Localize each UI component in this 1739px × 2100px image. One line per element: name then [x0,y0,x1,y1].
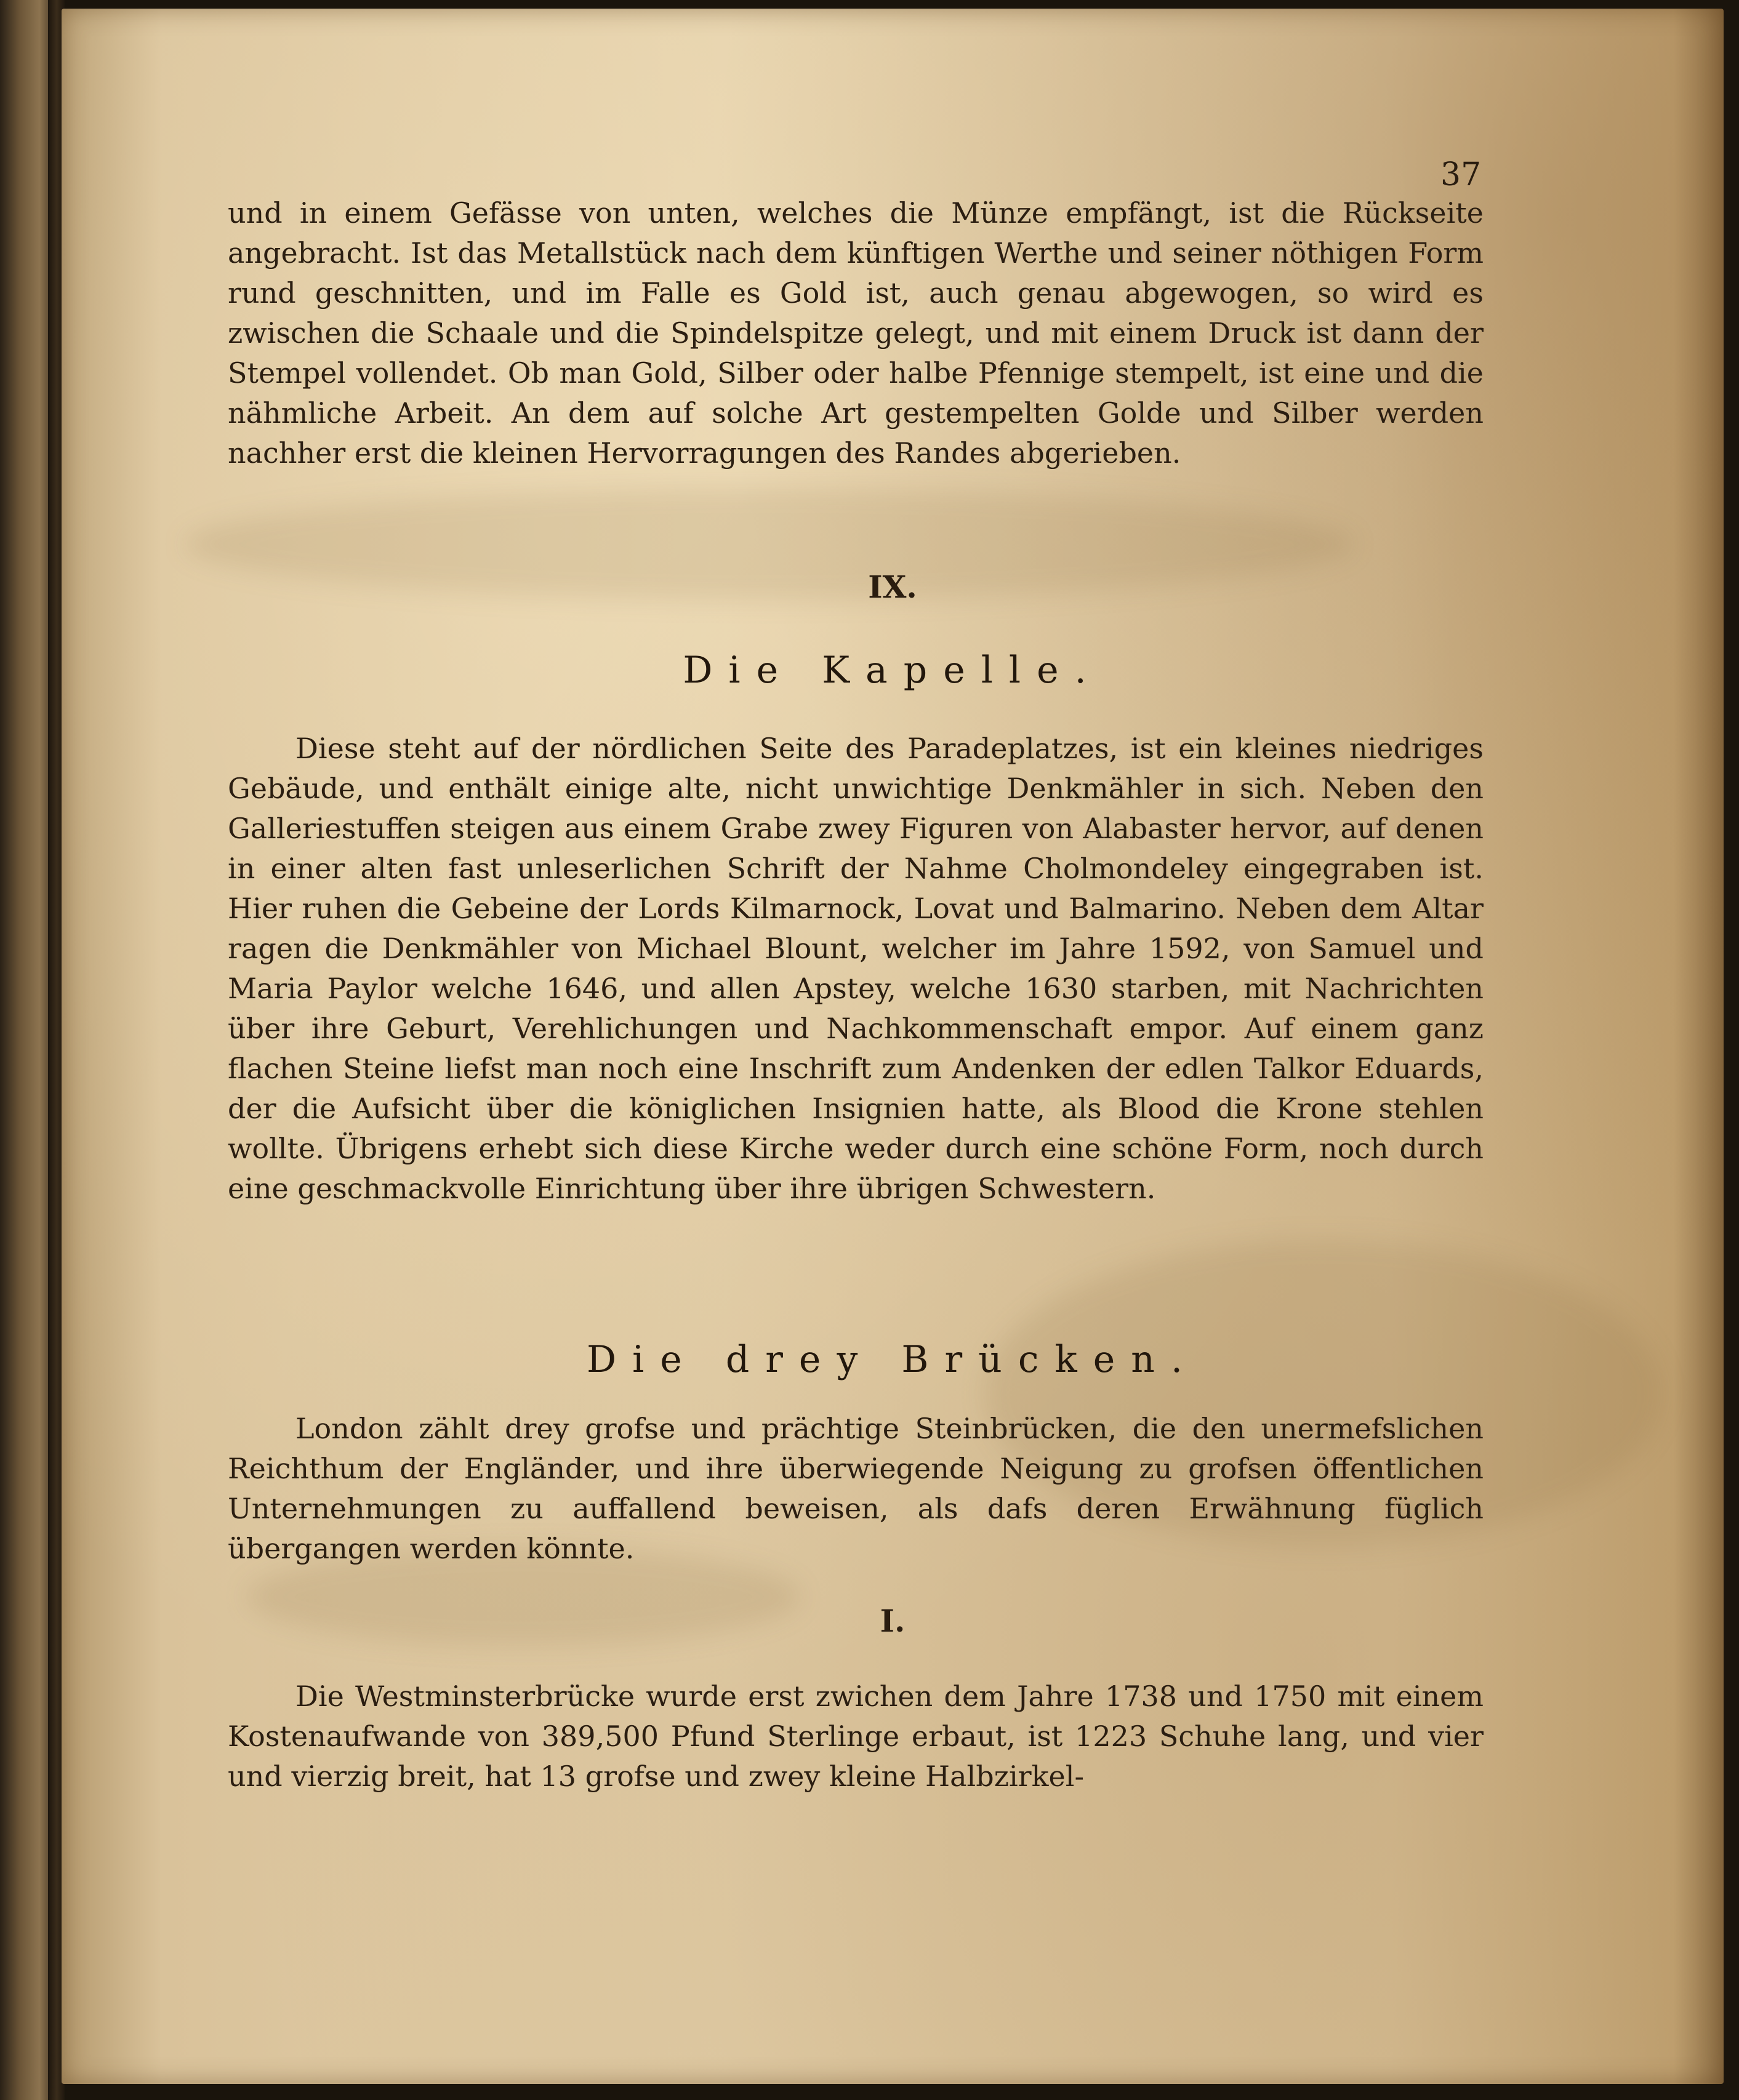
paragraph-mint: und in einem Gefässe von unten, welches die Münze empfängt, ist die Rückseite angebracht. Ist das Metallstück nach dem künftigen Werthe und seiner nöthigen Form rund geschnitten, und im Falle es Gold ist, auch genau abgewogen, so wird es zwischen die Schaale und die Spindelspitze gelegt, und mit einem Druck ist dann der Stempel vollendet. Ob man Gold, Silber oder halbe Pfennige stempelt, ist eine und die nähmliche Arbeit. An dem auf solche Art gestempelten Golde und Silber werden nachher erst die kleinen Hervorragungen des Randes abgerieben. [228,196,1484,470]
heading-bruecken: Die drey Brücken. [586,1338,1199,1381]
paragraph-bridges: London zählt drey grofse und prächtige Steinbrücken, die den unermefslichen Reichthum der Engländer, und ihre überwiegende Neigung zu grofsen öffentlichen Unternehmungen zu auffallend beweisen, als dafs deren Erwähnung füglich übergangen werden könnte. [228,1412,1484,1565]
page-number: 37 [1440,156,1482,193]
book-page [62,9,1724,2084]
section-number-ix: IX. [868,569,917,605]
section-number-i: I. [880,1603,906,1639]
paragraph-westminster: Die Westminsterbrücke wurde erst zwichen dem Jahre 1738 und 1750 mit einem Kostenaufwande von 389,500 Pfund Sterlinge erbaut, ist 1223 Schuhe lang, und vier und vierzig breit, hat 13 grofse und zwey kleine Halbzirkel- [228,1680,1484,1793]
heading-kapelle: Die Kapelle. [683,649,1102,692]
paragraph-chapel: Diese steht auf der nördlichen Seite des Paradeplatzes, ist ein kleines niedriges Gebäude, und enthält einige alte, nicht unwichtige Denkmähler in sich. Neben den Galleriestuffen steigen aus einem Grabe zwey Figuren von Alabaster hervor, auf denen in einer alten fast unleserlichen Schrift der Nahme Cholmondeley eingegraben ist. Hier ruhen die Gebeine der Lords Kilmarnock, Lovat und Balmarino. Neben dem Altar ragen die Denkmähler von Michael Blount, welcher im Jahre 1592, von Samuel und Maria Paylor welche 1646, und allen Apstey, welche 1630 starben, mit Nachrichten über ihre Geburt, Verehlichungen und Nachkommenschaft empor. Auf einem ganz flachen Steine liefst man noch eine Inschrift zum Andenken der edlen Talkor Eduards, der die Aufsicht über die königlichen Insignien hatte, als Blood die Krone stehlen wollte. Übrigens erhebt sich diese Kirche weder durch eine schöne Form, noch durch eine geschmackvolle Einrichtung über ihre übrigen Schwestern. [228,732,1484,1205]
